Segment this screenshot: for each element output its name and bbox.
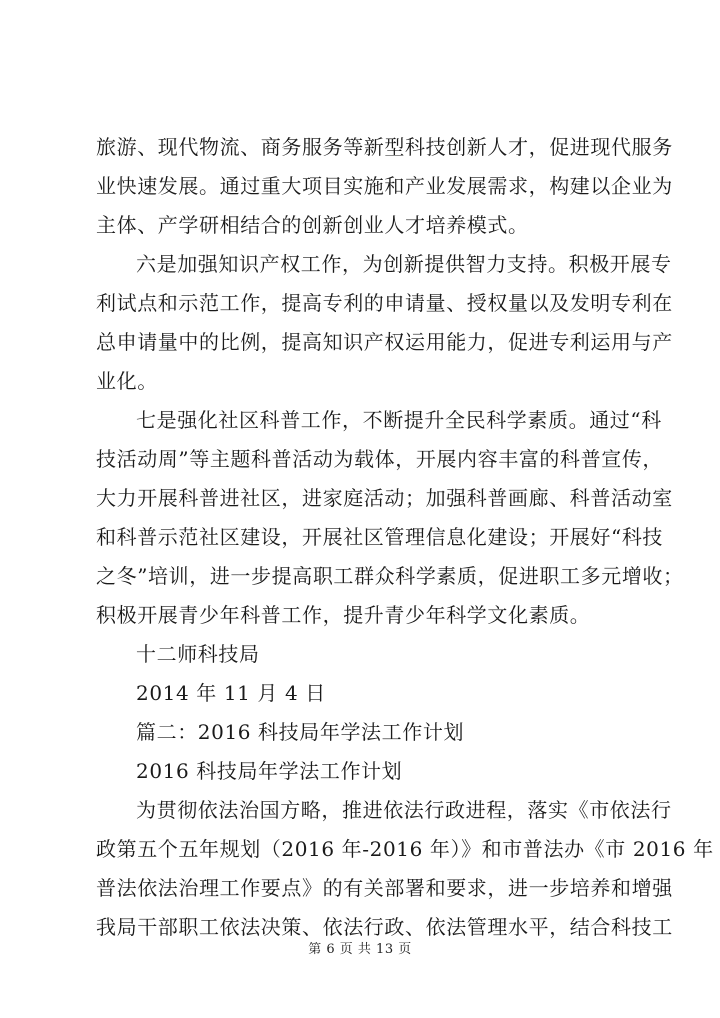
text-line: 之冬”培训，进一步提高职工群众科学素质，促进职工多元增收； xyxy=(96,564,684,588)
text-line: 主体、产学研相结合的创新创业人才培养模式。 xyxy=(96,213,529,237)
text-line: 积极开展青少年科普工作，提升青少年科学文化素质。 xyxy=(96,603,591,627)
text-line: 总申请量中的比例，提高知识产权运用能力，促进专利运用与产 xyxy=(96,330,673,354)
text-line: 大力开展科普进社区，进家庭活动；加强科普画廊、科普活动室 xyxy=(96,486,673,510)
text-line: 和科普示范社区建设，开展社区管理信息化建设；开展好“科技 xyxy=(96,525,664,549)
text-line: 普法依法治理工作要点》的有关部署和要求，进一步培养和增强 xyxy=(96,876,673,900)
text-line: 业化。 xyxy=(96,369,158,393)
section-heading: 篇二：2016 科技局年学法工作计划 xyxy=(136,720,465,744)
text-line: 六是加强知识产权工作，为创新提供智力支持。积极开展专 xyxy=(136,252,672,276)
section-title: 2016 科技局年学法工作计划 xyxy=(136,759,403,783)
text-line: 利试点和示范工作，提高专利的申请量、授权量以及发明专利在 xyxy=(96,291,673,315)
text-line: 为贯彻依法治国方略，推进依法行政进程，落实《市依法行 xyxy=(136,798,672,822)
text-line: 七是强化社区科普工作，不断提升全民科学素质。通过“科 xyxy=(136,408,662,432)
text-line: 政第五个五年规划（2016 年-2016 年）》和市普法办《市 2016 年 xyxy=(96,837,714,861)
signature-org: 十二师科技局 xyxy=(136,642,260,666)
text-line: 旅游、现代物流、商务服务等新型科技创新人才，促进现代服务 xyxy=(96,135,673,159)
text-line: 技活动周”等主题科普活动为载体，开展内容丰富的科普宣传， xyxy=(96,447,664,471)
signature-date: 2014 年 11 月 4 日 xyxy=(136,681,326,705)
document-body xyxy=(96,128,714,947)
text-line: 业快速发展。通过重大项目实施和产业发展需求，构建以企业为 xyxy=(96,174,673,198)
page-number-footer: 第 6 页 共 13 页 xyxy=(308,942,412,957)
text-line: 我局干部职工依法决策、依法行政、依法管理水平，结合科技工 xyxy=(96,915,673,939)
